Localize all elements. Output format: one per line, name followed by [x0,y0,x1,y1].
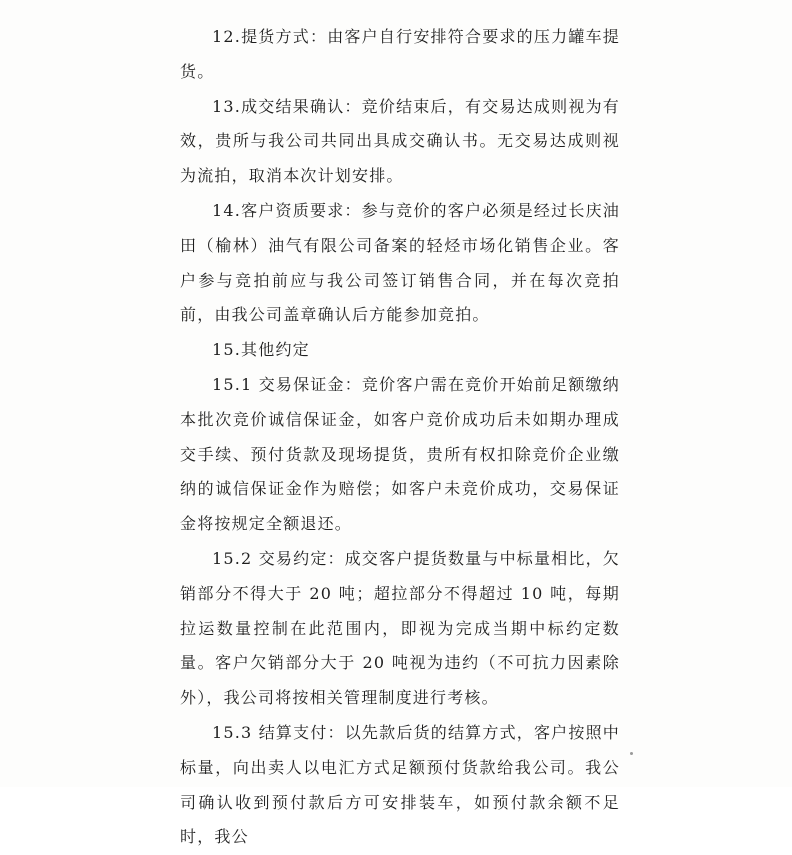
paragraph-result-confirmation: 13.成交结果确认：竞价结束后，有交易达成则视为有效，贵所与我公司共同出具成交确认书。无交易达成则视为流拍，取消本次计划安排。 [180,96,620,186]
paragraph-pickup-method: 12.提货方式：由客户自行安排符合要求的压力罐车提货。 [180,27,620,81]
document-body [180,20,620,855]
paragraph-deposit: 15.1 交易保证金：竞价客户需在竞价开始前足额缴纳本批次竞价诚信保证金，如客户竞价成功后未如期办理成交手续、预付货款及现场提货，贵所有权扣除竞价企业缴纳的诚信保证金作为赔偿；如客户未竞价成功，交易保证金将按规定全额退还。 [180,374,620,534]
scan-speck [630,752,633,755]
paragraph-other-agreements: 15.其他约定 [212,340,310,360]
paragraph-customer-qualification: 14.客户资质要求：参与竞价的客户必须是经过长庆油田（榆林）油气有限公司备案的轻烃市场化销售企业。客户参与竞拍前应与我公司签订销售合同，并在每次竞拍前，由我公司盖章确认后方能参加竞拍。 [180,200,620,325]
paragraph-trade-agreement: 15.2 交易约定：成交客户提货数量与中标量相比，欠销部分不得大于 20 吨；超拉部分不得超过 10 吨，每期拉运数量控制在此范围内，即视为完成当期中标约定数量。客户欠销部分大于 20 吨视为违约（不可抗力因素除外），我公司将按相关管理制度进行考核。 [180,548,620,708]
paragraph-settlement-payment: 15.3 结算支付：以先款后货的结算方式，客户按照中标量，向出卖人以电汇方式足额预付货款给我公司。我公司确认收到预付款后方可安排装车，如预付款余额不足时，我公 [180,722,620,847]
